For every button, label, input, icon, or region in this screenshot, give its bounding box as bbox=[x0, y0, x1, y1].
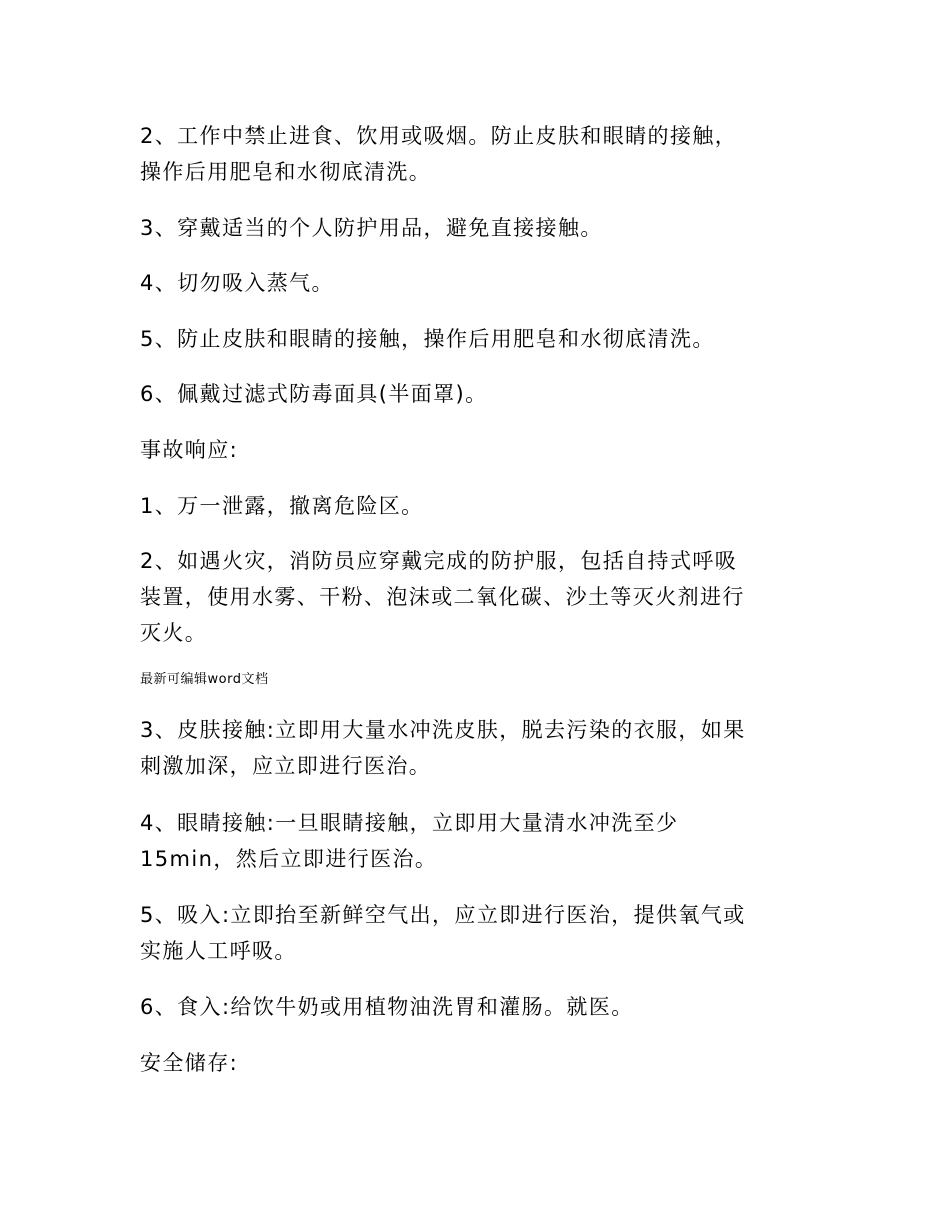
paragraph-line: 3、皮肤接触:立即用大量水冲洗皮肤，脱去污染的衣服，如果 bbox=[140, 718, 746, 742]
paragraph-line: 2、如遇火灾，消防员应穿戴完成的防护服，包括自持式呼吸 bbox=[140, 549, 738, 573]
paragraph-line: 刺激加深，应立即进行医治。 bbox=[140, 754, 432, 778]
paragraph-line: 灭火。 bbox=[140, 621, 208, 645]
paragraph-skin-eye-contact: 5、防止皮肤和眼睛的接触，操作后用肥皂和水彻底清洗。 bbox=[140, 327, 715, 351]
paragraph-work-precautions bbox=[140, 118, 810, 190]
paragraph-line: 操作后用肥皂和水彻底清洗。 bbox=[140, 160, 432, 184]
paragraph-protective-equipment: 3、穿戴适当的个人防护用品，避免直接接触。 bbox=[140, 216, 603, 240]
heading-accident-response: 事故响应: bbox=[140, 438, 239, 462]
paragraph-line: 15min，然后立即进行医治。 bbox=[140, 847, 438, 871]
paragraph-line: 实施人工呼吸。 bbox=[140, 939, 297, 963]
paragraph-leak: 1、万一泄露，撤离危险区。 bbox=[140, 494, 424, 518]
paragraph-fire bbox=[140, 543, 810, 651]
paragraph-skin-first-aid bbox=[140, 712, 810, 784]
paragraph-eye-first-aid bbox=[140, 805, 810, 877]
paragraph-line: 2、工作中禁止进食、饮用或吸烟。防止皮肤和眼睛的接触， bbox=[140, 124, 738, 148]
paragraph-ingestion-first-aid: 6、食入:给饮牛奶或用植物油洗胃和灌肠。就医。 bbox=[140, 995, 634, 1019]
paragraph-gas-mask: 6、佩戴过滤式防毒面具(半面罩)。 bbox=[140, 382, 488, 406]
paragraph-no-inhalation: 4、切勿吸入蒸气。 bbox=[140, 271, 334, 295]
paragraph-inhalation-first-aid bbox=[140, 897, 810, 969]
paragraph-line: 4、眼睛接触:一旦眼睛接触，立即用大量清水冲洗至少 bbox=[140, 811, 679, 835]
page-footer-note: 最新可编辑word文档 bbox=[140, 672, 269, 687]
paragraph-line: 装置，使用水雾、干粉、泡沫或二氧化碳、沙土等灭火剂进行 bbox=[140, 585, 745, 609]
heading-safe-storage: 安全储存: bbox=[140, 1051, 239, 1075]
paragraph-line: 5、吸入:立即抬至新鲜空气出，应立即进行医治，提供氧气或 bbox=[140, 903, 746, 927]
